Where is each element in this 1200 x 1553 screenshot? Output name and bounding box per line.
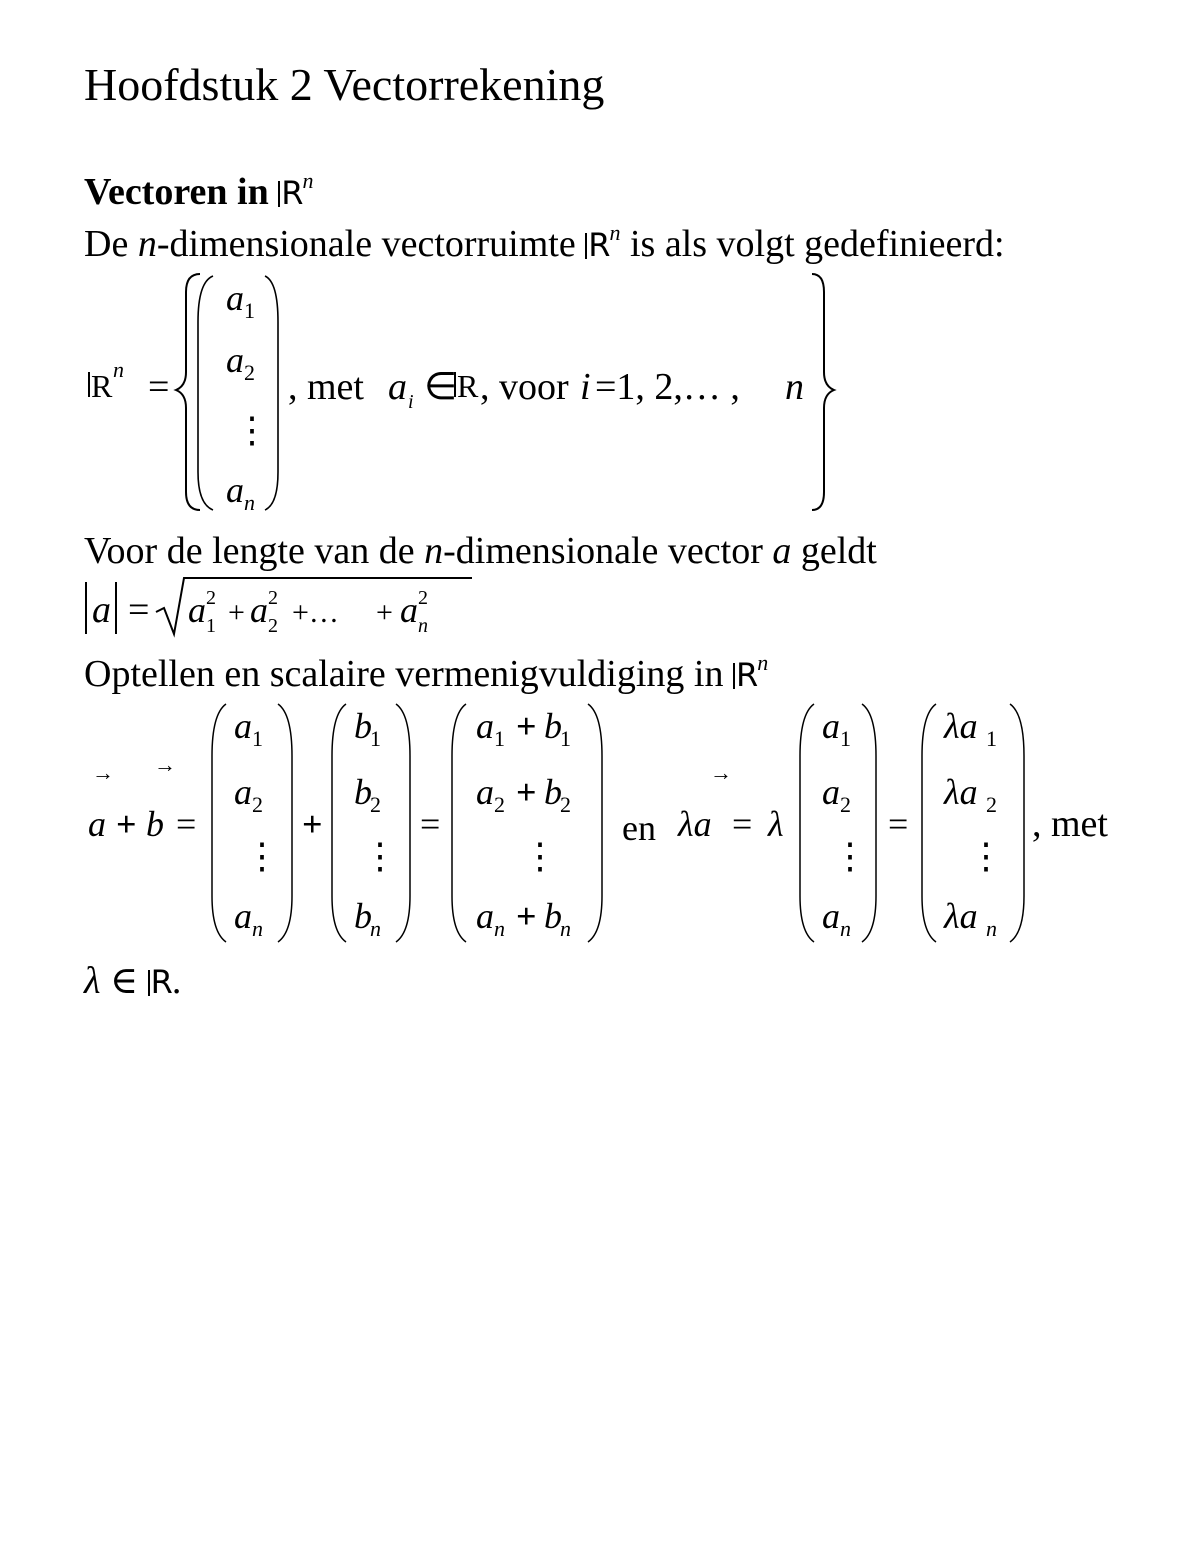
operations-formula bbox=[80, 696, 1140, 952]
svg-text:2: 2 bbox=[268, 587, 278, 609]
svg-text:2: 2 bbox=[268, 615, 278, 637]
svg-text:2: 2 bbox=[252, 792, 263, 817]
svg-text:b: b bbox=[354, 706, 372, 746]
svg-text:+: + bbox=[516, 896, 537, 936]
svg-text:λa: λa bbox=[678, 804, 712, 844]
svg-text:b: b bbox=[544, 706, 562, 746]
svg-text:2: 2 bbox=[370, 792, 381, 817]
svg-text:b: b bbox=[354, 772, 372, 812]
operations-heading bbox=[84, 652, 768, 693]
intro-prefix: De bbox=[84, 223, 138, 265]
svg-text:=: = bbox=[128, 589, 150, 631]
svg-text:2: 2 bbox=[494, 792, 505, 817]
svg-text:a: a bbox=[476, 706, 494, 746]
svg-text:∈: ∈ bbox=[424, 366, 458, 408]
svg-text:⋮: ⋮ bbox=[522, 836, 558, 876]
svg-text:→: → bbox=[154, 752, 176, 777]
section-heading bbox=[84, 170, 313, 211]
svg-text:b: b bbox=[354, 896, 372, 936]
intro-middle: -dimensionale vectorruimte bbox=[156, 223, 586, 265]
svg-text:n: n bbox=[560, 916, 571, 941]
svg-text:a: a bbox=[234, 706, 252, 746]
svg-text:⋮: ⋮ bbox=[968, 836, 1004, 876]
svg-text:R: R bbox=[91, 368, 113, 404]
svg-text:n: n bbox=[494, 916, 505, 941]
real-numbers-symbol: R bbox=[733, 656, 757, 694]
svg-text:1: 1 bbox=[560, 726, 571, 751]
svg-text:b: b bbox=[146, 804, 164, 844]
section-heading-text: Vectoren in bbox=[84, 171, 269, 213]
intro-line bbox=[84, 222, 1005, 263]
svg-text:2: 2 bbox=[206, 587, 216, 609]
intro-n: n bbox=[137, 223, 157, 265]
intro-suffix: is als volgt gedefinieerd: bbox=[620, 223, 1005, 265]
svg-text:a: a bbox=[250, 590, 268, 630]
svg-text:2: 2 bbox=[560, 792, 571, 817]
svg-text:a: a bbox=[188, 590, 206, 630]
svg-text:n: n bbox=[986, 916, 997, 941]
svg-text:n: n bbox=[370, 916, 381, 941]
length-suffix: geldt bbox=[791, 530, 877, 572]
length-var: a bbox=[772, 530, 792, 572]
svg-text:2: 2 bbox=[986, 792, 997, 817]
exponent: n bbox=[757, 650, 769, 675]
svg-text:R: R bbox=[457, 368, 479, 404]
page-title: Hoofdstuk 2 Vectorrekening bbox=[84, 59, 605, 110]
svg-text:→: → bbox=[92, 760, 114, 785]
svg-text:=: = bbox=[420, 804, 441, 844]
svg-text:1: 1 bbox=[244, 298, 255, 323]
length-formula bbox=[80, 572, 500, 644]
svg-text:⋮: ⋮ bbox=[362, 836, 398, 876]
real-numbers-symbol: R bbox=[278, 174, 302, 212]
svg-text:λa: λa bbox=[944, 772, 978, 812]
real-numbers-symbol: R bbox=[148, 963, 172, 1001]
length-line bbox=[84, 532, 877, 570]
svg-text:n: n bbox=[840, 916, 851, 941]
closing-line: λ ∈ R. bbox=[84, 960, 182, 1002]
svg-text:1: 1 bbox=[252, 726, 263, 751]
svg-text:1: 1 bbox=[840, 726, 851, 751]
svg-text:+: + bbox=[516, 706, 537, 746]
svg-text:⋮: ⋮ bbox=[244, 836, 280, 876]
svg-text:a: a bbox=[388, 366, 407, 408]
rn-definition-formula bbox=[80, 262, 840, 524]
svg-text:a: a bbox=[400, 590, 418, 630]
svg-text:+: + bbox=[228, 596, 245, 629]
svg-text:n: n bbox=[785, 366, 804, 408]
svg-text:⋮: ⋮ bbox=[234, 410, 270, 450]
svg-text:⋮: ⋮ bbox=[832, 836, 868, 876]
svg-text:=: = bbox=[888, 804, 909, 844]
svg-text:2: 2 bbox=[244, 360, 255, 385]
exponent: n bbox=[609, 220, 621, 245]
svg-text:1: 1 bbox=[206, 615, 216, 637]
svg-text:λ: λ bbox=[768, 804, 784, 844]
operations-heading-text: Optellen en scalaire vermenigvuldiging in bbox=[84, 653, 724, 695]
svg-text:a: a bbox=[234, 896, 252, 936]
met-word: , met bbox=[1032, 803, 1108, 845]
svg-text:1: 1 bbox=[370, 726, 381, 751]
real-numbers-symbol: R bbox=[585, 226, 609, 264]
svg-text:, met: , met bbox=[288, 366, 364, 408]
svg-text:=1, 2,… ,: =1, 2,… , bbox=[595, 366, 740, 408]
svg-text:→: → bbox=[710, 760, 732, 785]
svg-text:=: = bbox=[148, 366, 170, 408]
svg-text:2: 2 bbox=[840, 792, 851, 817]
svg-text:+: + bbox=[516, 772, 537, 812]
svg-text:=: = bbox=[732, 804, 753, 844]
exponent: n bbox=[302, 168, 314, 193]
svg-text:a: a bbox=[822, 772, 840, 812]
length-middle: -dimensionale vector bbox=[443, 530, 773, 572]
svg-text:a: a bbox=[234, 772, 252, 812]
svg-text:, voor: , voor bbox=[480, 366, 569, 408]
svg-text:a: a bbox=[822, 706, 840, 746]
svg-text:a: a bbox=[92, 589, 111, 631]
svg-text:n: n bbox=[244, 490, 255, 515]
svg-text:1: 1 bbox=[986, 726, 997, 751]
en-word: en bbox=[622, 808, 656, 848]
svg-text:+: + bbox=[302, 804, 323, 844]
element-an: a bbox=[226, 470, 244, 510]
length-prefix: Voor de lengte van de bbox=[84, 530, 425, 572]
svg-text:+: + bbox=[376, 596, 393, 629]
svg-text:i: i bbox=[580, 366, 591, 408]
svg-text:λa: λa bbox=[944, 896, 978, 936]
svg-text:2: 2 bbox=[418, 587, 428, 609]
svg-text:b: b bbox=[544, 896, 562, 936]
element-a2: a bbox=[226, 340, 244, 380]
svg-text:a: a bbox=[88, 804, 106, 844]
element-a1: a bbox=[226, 278, 244, 318]
svg-text:b: b bbox=[544, 772, 562, 812]
svg-text:n: n bbox=[252, 916, 263, 941]
svg-text:a: a bbox=[476, 896, 494, 936]
svg-text:n: n bbox=[418, 615, 428, 637]
svg-text:λa: λa bbox=[944, 706, 978, 746]
svg-text:a: a bbox=[476, 772, 494, 812]
svg-text:a: a bbox=[822, 896, 840, 936]
svg-text:=: = bbox=[176, 804, 197, 844]
svg-text:i: i bbox=[408, 391, 414, 413]
length-n: n bbox=[424, 530, 444, 572]
svg-text:+…: +… bbox=[292, 596, 339, 629]
svg-text:1: 1 bbox=[494, 726, 505, 751]
svg-text:n: n bbox=[113, 357, 124, 382]
svg-text:+: + bbox=[116, 804, 137, 844]
